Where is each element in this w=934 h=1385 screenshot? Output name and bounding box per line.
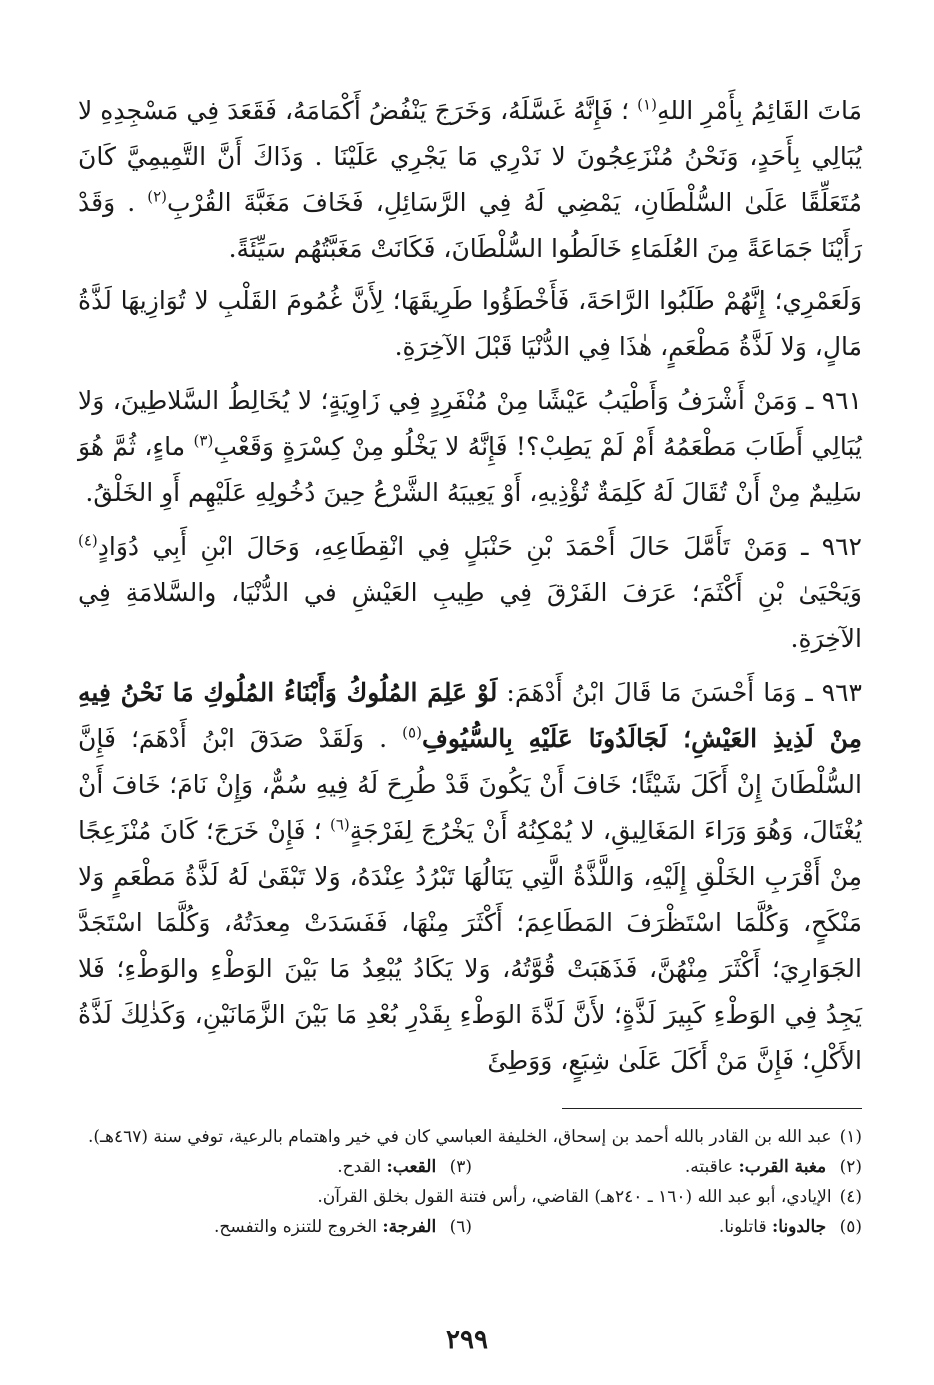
footnote-reference: (١) [637,95,657,114]
footnote-row-5-6 [76,1212,862,1242]
footnote-number: (١) [839,1127,862,1147]
footnote-reference: (٦) [329,815,350,834]
footnote-text: القدح. [337,1157,382,1177]
footnote-text: الإيادي، أبو عبد الله (١٦٠ ـ ٢٤٠هـ) القاضي، رأس فتنة القول بخلق القرآن. [317,1187,832,1207]
footnote-4 [76,1182,862,1212]
page-number: ٢٩٩ [446,1325,488,1355]
text-run: . وَقَدْ رَأَيْنَا جَمَاعَةً مِنَ العُلَمَاءِ خَالَطُوا السُّلْطَانَ، فَكَانَتْ مَغَبَّتُهُم سَيِّئَةً. [78,188,862,263]
text-run: . وَلَقَدْ صَدَقَ ابْنُ أَدْهَمَ؛ فَإِنَّ السُّلْطَانَ إِنْ أَكَلَ شَيْئًا؛ خَافَ أَنْ يَكُونَ قَدْ طُرِحَ لَهُ فِيهِ سُمٌّ، وَإِنْ نَامَ؛ خَافَ أَنْ يُغْتَالَ، وَهُوَ وَرَاءَ المَغَالِيقِ، لا يُمْكِنُهُ أَنْ يَخْرُجَ لِفَرْجَةٍ [78,724,862,845]
text-run: ؛ فَإِنْ خَرَجَ؛ كَانَ مُنْزَعِجًا مِنْ أَقْرَبِ الخَلْقِ إِلَيْهِ، وَاللَّذَّةُ الَّتِي يَنَالُهَا تَبْرُدُ عِنْدَهُ، وَلا تَبْقَىٰ لَهُ لَذَّةُ مَطْعَمٍ وَلا مَنْكَحٍ، وَكُلَّمَا اسْتَظْرَفَ المَطَاعِمَ؛ أَكْثَرَ مِنْهَا، فَفَسَدَتْ مِعدَتُهُ، وَكُلَّمَا اسْتَجَدَّ الجَوَارِيَ؛ أَكْثَرَ مِنْهُنَّ، فَذَهَبَتْ قُوَّتُهُ، وَلا يَكَادُ يُبْعِدُ مَا بَيْنَ الوَطْءِ والوَطْءِ؛ فَلا يَجِدُ فِي الوَطْءِ كَبِيرَ لَذَّةٍ؛ لأَنَّ لَذَّةَ الوَطْءِ بِقَدْرِ بُعْدِ مَا بَيْنَ الزَّمَانَيْنِ، وَكَذٰلِكَ لَذَّةُ الأَكْلِ؛ فَإِنَّ مَنْ أَكَلَ عَلَىٰ شِبَعٍ، وَوَطِئَ [78,816,862,1075]
text-run: ٩٦٣ ـ وَمَا أَحْسَنَ مَا قَالَ ابْنُ أَدْهَمَ: [497,678,862,707]
paragraph [78,88,862,272]
footnote-term: مغبة القرب: [738,1157,827,1177]
footnote-3 [76,1152,472,1182]
footnote-1 [76,1122,862,1152]
footnote-reference: (٥) [402,723,422,742]
footnote-5 [472,1212,862,1242]
footnote-term: القعب: [386,1157,437,1177]
paragraph [78,524,862,662]
text-run: ٩٦٢ ـ وَمَنْ تَأَمَّلَ حَالَ أَحْمَدَ بْنِ حَنْبَلٍ فِي انْقِطَاعِهِ، وَحَالَ ابْنِ أَبِي دُوَادٍ [97,532,862,561]
text-run: مَاتَ القَائِمُ بِأَمْرِ اللهِ [656,96,862,125]
footnote-text: عبد الله بن القادر بالله أحمد بن إسحاق، الخليفة العباسي كان في خير واهتمام بالرعية، توفي سنة (٤٦٧هـ). [87,1127,832,1147]
footnote-row-2-3 [76,1152,862,1182]
footnote-number: (٦) [449,1217,472,1237]
text-run: ؛ فَإِنَّهُ غَسَّلَهُ، وَخَرَجَ يَنْفُضُ أَكْمَامَهُ، فَقَعَدَ فِي مَسْجِدِهِ لا يُبَالِي بِأَحَدٍ، وَنَحْنُ مُنْزَعِجُونَ لا نَدْرِي مَا يَجْرِي عَلَيْنَا . وَذَاكَ أَنَّ التَّمِيمِيَّ كَانَ مُتَعَلِّقًا عَلَىٰ السُّلْطَانِ، يَمْضِي لَهُ فِي الرَّسَائِلِ، فَخَافَ مَغَبَّةَ القُرْبِ [78,96,862,217]
footnote-number: (٢) [839,1157,862,1177]
paragraph [78,378,862,516]
footnote-reference: (٢) [147,187,167,206]
text-run: ٩٦١ ـ وَمَنْ أَشْرَفُ وَأَطْيَبُ عَيْشًا مِنْ مُنْفَرِدٍ فِي زَاوِيَةٍ؛ لا يُخَالِطُ السَّلاطِينَ، وَلا يُبَالِي أَطَابَ مَطْعَمُهُ أَمْ لَمْ يَطِبْ؟! فَإِنَّهُ لا يَخْلُو مِنْ كِسْرَةٍ وَقَعْبِ [78,386,862,461]
paragraph [78,670,862,1084]
footnote-number: (٣) [449,1157,472,1177]
footnote-text: الخروج للتنزه والتفسح. [213,1217,377,1237]
footnote-reference: (٤) [78,531,98,550]
footnotes [76,1122,862,1242]
footnote-term: الفرجة: [382,1217,437,1237]
footnote-reference: (٣) [193,431,214,450]
footnote-term: جالدونا: [771,1217,827,1237]
footnote-number: (٤) [839,1187,862,1207]
footnote-2 [472,1152,862,1182]
text-run: وَلَعَمْرِي؛ إِنَّهُمْ طَلَبُوا الرَّاحَةَ، فَأَخْطَؤُوا طَرِيقَهَا؛ لِأَنَّ غُمُومَ القَلْبِ لا تُوَازِيهَا لَذَّةُ مَالٍ، وَلا لَذَّةُ مَطْعَمٍ، هٰذَا فِي الدُّنْيَا قَبْلَ الآخِرَةِ. [78,286,862,361]
bold-quote: لَوْ عَلِمَ المُلُوكُ وَأَبْنَاءُ المُلُوكِ مَا نَحْنُ فِيهِ مِنْ لَذِيذِ العَيْشِ؛ لَجَالَدُونَا عَلَيْهِ بِالسُّيُوفِ [78,678,862,753]
footnote-6 [76,1212,472,1242]
text-run: وَيَحْيَىٰ بْنِ أَكْثَمَ؛ عَرَفَ الفَرْقَ فِي طِيبِ العَيْشِ في الدُّنْيَا، والسَّلامَةِ فِي الآخِرَةِ. [78,578,862,653]
paragraph [78,278,862,370]
footnote-text: قاتلونا. [718,1217,767,1237]
body-text [78,88,862,1084]
footnote-separator [562,1108,862,1109]
footnote-text: عاقبته. [684,1157,734,1177]
text-run: ماءٍ، ثُمَّ هُوَ سَلِيمٌ مِنْ أَنْ تُقَالَ لَهُ كَلِمَةٌ تُؤْذِيهِ، أَوْ يَعِيبَهُ الشَّرْعُ حِينَ دُخُولِهِ عَلَيْهِم أَوِ الخَلْقُ. [78,432,862,507]
footnote-number: (٥) [839,1217,862,1237]
